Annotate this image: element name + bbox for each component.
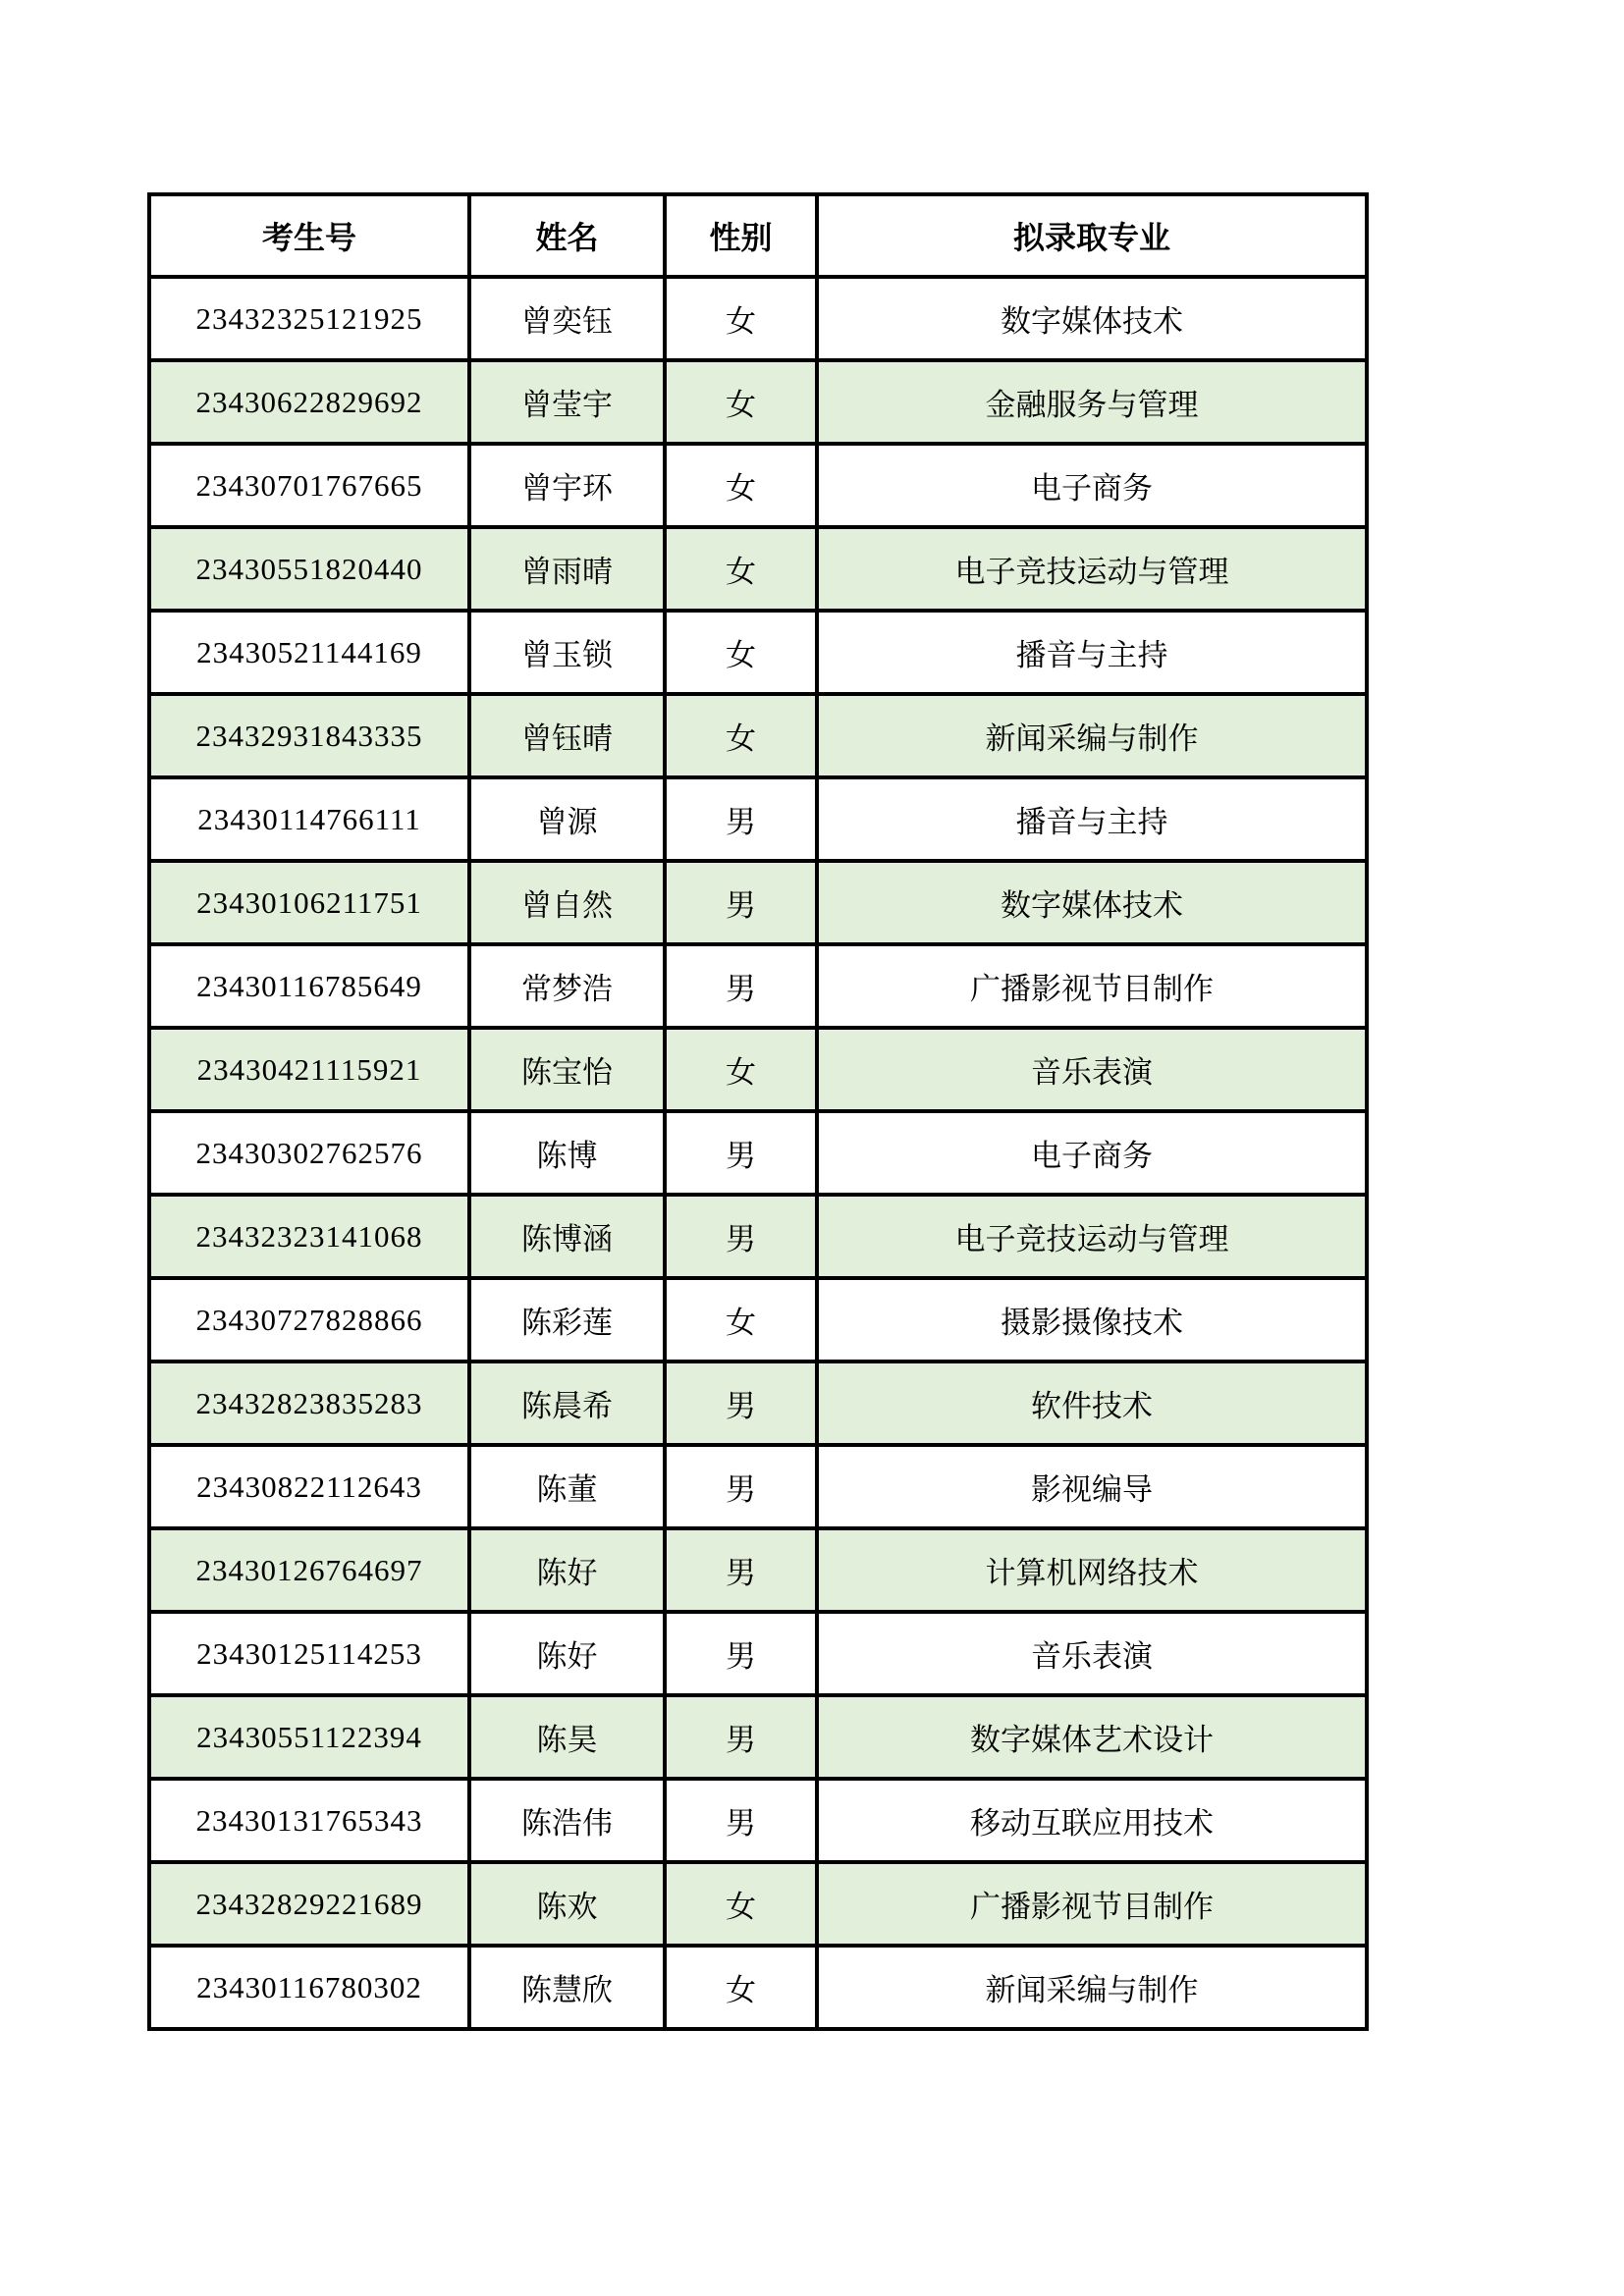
cell-major: 计算机网络技术 bbox=[817, 1528, 1367, 1612]
cell-candidate-id: 23430551820440 bbox=[149, 527, 469, 611]
cell-candidate-id: 23430421115921 bbox=[149, 1028, 469, 1111]
cell-name: 曾宇环 bbox=[469, 444, 665, 527]
cell-gender: 男 bbox=[665, 777, 817, 861]
cell-gender: 男 bbox=[665, 1195, 817, 1278]
cell-candidate-id: 23430106211751 bbox=[149, 861, 469, 944]
cell-candidate-id: 23430727828866 bbox=[149, 1278, 469, 1362]
table-row bbox=[149, 1946, 1367, 2029]
cell-major: 数字媒体艺术设计 bbox=[817, 1695, 1367, 1779]
cell-gender: 女 bbox=[665, 360, 817, 444]
cell-name: 陈昊 bbox=[469, 1695, 665, 1779]
cell-gender: 男 bbox=[665, 1445, 817, 1528]
cell-name: 陈彩莲 bbox=[469, 1278, 665, 1362]
cell-candidate-id: 23430126764697 bbox=[149, 1528, 469, 1612]
table-row bbox=[149, 611, 1367, 694]
cell-candidate-id: 23430116780302 bbox=[149, 1946, 469, 2029]
table-row bbox=[149, 1111, 1367, 1195]
cell-major: 新闻采编与制作 bbox=[817, 694, 1367, 777]
cell-major: 影视编导 bbox=[817, 1445, 1367, 1528]
table-row bbox=[149, 1195, 1367, 1278]
cell-candidate-id: 23432325121925 bbox=[149, 277, 469, 360]
cell-candidate-id: 23432323141068 bbox=[149, 1195, 469, 1278]
cell-name: 陈好 bbox=[469, 1612, 665, 1695]
header-candidate-id: 考生号 bbox=[149, 194, 469, 277]
cell-gender: 男 bbox=[665, 1612, 817, 1695]
cell-major: 金融服务与管理 bbox=[817, 360, 1367, 444]
table-row bbox=[149, 777, 1367, 861]
cell-major: 软件技术 bbox=[817, 1362, 1367, 1445]
header-row bbox=[149, 194, 1367, 277]
cell-gender: 男 bbox=[665, 1528, 817, 1612]
cell-candidate-id: 23430521144169 bbox=[149, 611, 469, 694]
cell-candidate-id: 23432931843335 bbox=[149, 694, 469, 777]
cell-gender: 男 bbox=[665, 1111, 817, 1195]
header-major: 拟录取专业 bbox=[817, 194, 1367, 277]
cell-name: 陈浩伟 bbox=[469, 1779, 665, 1862]
cell-major: 电子竞技运动与管理 bbox=[817, 1195, 1367, 1278]
table-row bbox=[149, 360, 1367, 444]
cell-gender: 女 bbox=[665, 694, 817, 777]
cell-major: 移动互联应用技术 bbox=[817, 1779, 1367, 1862]
cell-name: 曾雨晴 bbox=[469, 527, 665, 611]
cell-gender: 女 bbox=[665, 1862, 817, 1946]
cell-gender: 女 bbox=[665, 1278, 817, 1362]
table-row bbox=[149, 944, 1367, 1028]
header-name: 姓名 bbox=[469, 194, 665, 277]
table-row bbox=[149, 1278, 1367, 1362]
cell-name: 陈慧欣 bbox=[469, 1946, 665, 2029]
cell-candidate-id: 23432823835283 bbox=[149, 1362, 469, 1445]
cell-candidate-id: 23430125114253 bbox=[149, 1612, 469, 1695]
cell-candidate-id: 23430701767665 bbox=[149, 444, 469, 527]
cell-candidate-id: 23430114766111 bbox=[149, 777, 469, 861]
cell-name: 陈晨希 bbox=[469, 1362, 665, 1445]
table-row bbox=[149, 1445, 1367, 1528]
cell-major: 数字媒体技术 bbox=[817, 277, 1367, 360]
cell-major: 播音与主持 bbox=[817, 777, 1367, 861]
cell-candidate-id: 23430116785649 bbox=[149, 944, 469, 1028]
cell-major: 数字媒体技术 bbox=[817, 861, 1367, 944]
cell-gender: 男 bbox=[665, 861, 817, 944]
cell-name: 曾自然 bbox=[469, 861, 665, 944]
cell-name: 陈博涵 bbox=[469, 1195, 665, 1278]
cell-major: 电子竞技运动与管理 bbox=[817, 527, 1367, 611]
cell-major: 新闻采编与制作 bbox=[817, 1946, 1367, 2029]
cell-name: 陈宝怡 bbox=[469, 1028, 665, 1111]
cell-name: 曾莹宇 bbox=[469, 360, 665, 444]
cell-name: 陈董 bbox=[469, 1445, 665, 1528]
cell-gender: 女 bbox=[665, 444, 817, 527]
table-row bbox=[149, 1028, 1367, 1111]
table-row bbox=[149, 277, 1367, 360]
table-row bbox=[149, 527, 1367, 611]
cell-candidate-id: 23430822112643 bbox=[149, 1445, 469, 1528]
cell-name: 曾钰晴 bbox=[469, 694, 665, 777]
cell-gender: 女 bbox=[665, 611, 817, 694]
cell-major: 播音与主持 bbox=[817, 611, 1367, 694]
cell-name: 陈博 bbox=[469, 1111, 665, 1195]
admission-table bbox=[147, 192, 1369, 2031]
table-row bbox=[149, 861, 1367, 944]
cell-name: 陈欢 bbox=[469, 1862, 665, 1946]
cell-major: 电子商务 bbox=[817, 444, 1367, 527]
cell-candidate-id: 23430622829692 bbox=[149, 360, 469, 444]
cell-name: 曾奕钰 bbox=[469, 277, 665, 360]
cell-gender: 女 bbox=[665, 1946, 817, 2029]
table-row bbox=[149, 1695, 1367, 1779]
table-body bbox=[149, 277, 1367, 2029]
table-row bbox=[149, 1362, 1367, 1445]
cell-name: 常梦浩 bbox=[469, 944, 665, 1028]
header-gender: 性别 bbox=[665, 194, 817, 277]
cell-major: 广播影视节目制作 bbox=[817, 944, 1367, 1028]
cell-gender: 男 bbox=[665, 1695, 817, 1779]
cell-major: 广播影视节目制作 bbox=[817, 1862, 1367, 1946]
cell-gender: 男 bbox=[665, 944, 817, 1028]
cell-major: 音乐表演 bbox=[817, 1028, 1367, 1111]
cell-major: 摄影摄像技术 bbox=[817, 1278, 1367, 1362]
table-row bbox=[149, 694, 1367, 777]
cell-gender: 女 bbox=[665, 527, 817, 611]
cell-gender: 男 bbox=[665, 1362, 817, 1445]
cell-name: 陈好 bbox=[469, 1528, 665, 1612]
cell-name: 曾源 bbox=[469, 777, 665, 861]
cell-candidate-id: 23430551122394 bbox=[149, 1695, 469, 1779]
cell-candidate-id: 23430302762576 bbox=[149, 1111, 469, 1195]
cell-gender: 女 bbox=[665, 277, 817, 360]
cell-major: 音乐表演 bbox=[817, 1612, 1367, 1695]
cell-candidate-id: 23430131765343 bbox=[149, 1779, 469, 1862]
table-row bbox=[149, 1779, 1367, 1862]
table-row bbox=[149, 1612, 1367, 1695]
cell-name: 曾玉锁 bbox=[469, 611, 665, 694]
cell-candidate-id: 23432829221689 bbox=[149, 1862, 469, 1946]
cell-major: 电子商务 bbox=[817, 1111, 1367, 1195]
table-row bbox=[149, 1862, 1367, 1946]
table-row bbox=[149, 444, 1367, 527]
cell-gender: 女 bbox=[665, 1028, 817, 1111]
table-row bbox=[149, 1528, 1367, 1612]
cell-gender: 男 bbox=[665, 1779, 817, 1862]
